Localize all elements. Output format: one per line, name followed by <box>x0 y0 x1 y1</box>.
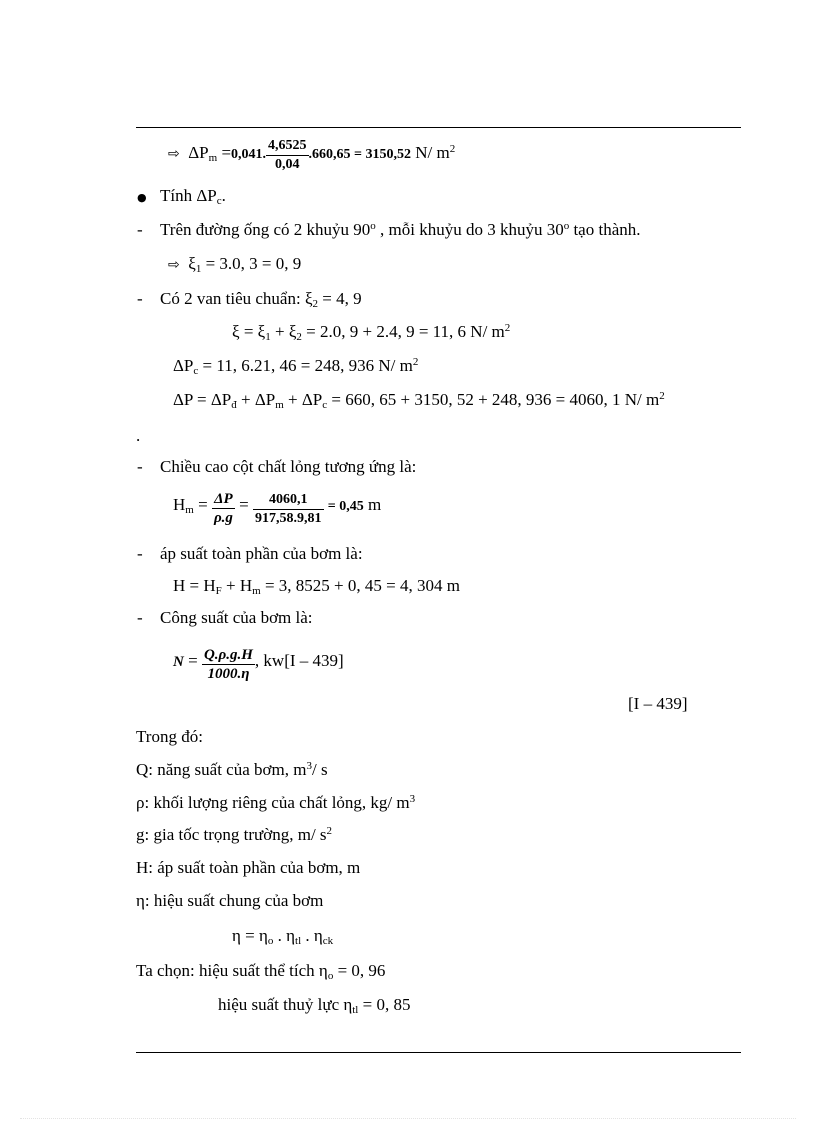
xi-sum-line: $\xi = \xi_1 + \xi_2 = 2.0$, 9 + 2.4, 9 = 11, 6 N/ $m^2$ <box>232 322 511 343</box>
dash-4: - <box>137 544 143 563</box>
implies-arrow-icon: ⇨ <box>168 146 180 162</box>
reference-label: [I – 439] <box>628 694 688 713</box>
eta-definition: η: hiệu suất chung của bơm <box>136 891 324 910</box>
hm-fraction-2: $\frac{4060,1}{917,58.9,81}$ <box>255 492 322 526</box>
n-lhs: N <box>173 654 184 670</box>
delta-pm-coef: 0,041. <box>231 147 267 162</box>
duong-ong-line: Trên đường ống có 2 khuỷu 90$^o$ , mỗi khuỷu do 3 khuỷu 30$^o$ tạo thành. <box>160 220 641 239</box>
bottom-rule <box>136 1052 741 1053</box>
tinh-delta-pc: Tính $\Delta P_c$. <box>160 186 226 207</box>
n-formula: N = $\frac{Q.\rho.g.H}{1000.\eta}$ , kw[I – 439] <box>173 647 344 682</box>
rho-definition: ρ: khối lượng riêng của chất lỏng, kg/ $m^3$ <box>136 793 416 812</box>
delta-pm-lhs: $\Delta P_m$ <box>188 143 218 164</box>
implies-arrow-icon: ⇨ <box>168 257 180 273</box>
g-definition: g: gia tốc trọng trường, m/ $s^2$ <box>136 825 333 844</box>
dash-5: - <box>137 608 143 627</box>
h-definition: H: áp suất toàn phần của bơm, m <box>136 858 361 877</box>
bullet-symbol: ● <box>137 191 147 204</box>
xi1-line: ⇨ $\xi_1 = 3.0$, 3 = 0, 9 <box>168 254 302 275</box>
ap-suat-line: áp suất toàn phần của bơm là: <box>160 544 363 563</box>
hm-unit: m <box>368 495 382 514</box>
hm-formula: $H_m$ = $\frac{\Delta P}{\rho.g}$ = $\frac{4060,1}{917,58.9,81}$ = 0,45 m <box>173 491 382 526</box>
n-tail: , kw[I – 439] <box>254 651 344 670</box>
stray-dot: . <box>136 426 141 445</box>
top-rule <box>136 127 741 128</box>
thuy-luc-line: hiệu suất thuỷ lực $\eta_{tl} = 0$, 85 <box>218 995 411 1016</box>
chon-line: Ta chọn: hiệu suất thể tích $\eta_o = 0$, 96 <box>136 961 386 982</box>
delta-pm-tail: .660,65 = 3150,52 <box>308 147 412 162</box>
dash-3: - <box>137 457 143 476</box>
hm-lhs: $H_m$ <box>173 495 194 516</box>
dash-1: - <box>137 220 143 239</box>
delta-pm-unit: N/ $m^2$ <box>415 143 456 162</box>
equals-sign: = <box>221 143 232 162</box>
van-tieu-chuan-line: Có 2 van tiêu chuẩn: $\xi_2 = 4$, 9 <box>160 289 362 310</box>
chieu-cao-line: Chiều cao cột chất lỏng tương ứng là: <box>160 457 417 476</box>
hm-result: = 0,45 <box>327 499 364 514</box>
h-total-line: $H = H_F + H_m = 3$, 8525 + 0, 45 = 4, 304 m <box>173 576 460 597</box>
n-fraction: $\frac{Q.\rho.g.H}{1000.\eta}$ <box>203 647 253 682</box>
delta-p-total-line: $\Delta P = \Delta P_đ + \Delta P_m + \Delta P_c = 660$, 65 + 3150, 52 + 248, 936 = 4060, 1 N/ $m^2$ <box>173 390 665 411</box>
q-definition: Q: năng suất của bơm, $m^3/$ s <box>136 760 328 779</box>
delta-pc-line: $\Delta P_c = 11$, 6.21, 46 = 248, 936 N/ $m^2$ <box>173 356 419 377</box>
delta-pm-fraction: $\frac{4,6525}{0,04}$ <box>268 138 307 172</box>
page-edge-dots <box>20 1118 796 1119</box>
hm-fraction-1: $\frac{\Delta P}{\rho.g}$ <box>213 491 233 526</box>
dash-2: - <box>137 289 143 308</box>
delta-pm-formula <box>168 137 455 174</box>
eta-formula: $\eta = \eta_o$ . $\eta_{tl}$ . $\eta_{ck}$ <box>232 926 334 947</box>
cong-suat-line: Công suất của bơm là: <box>160 608 313 627</box>
trong-do-line: Trong đó: <box>136 727 203 746</box>
